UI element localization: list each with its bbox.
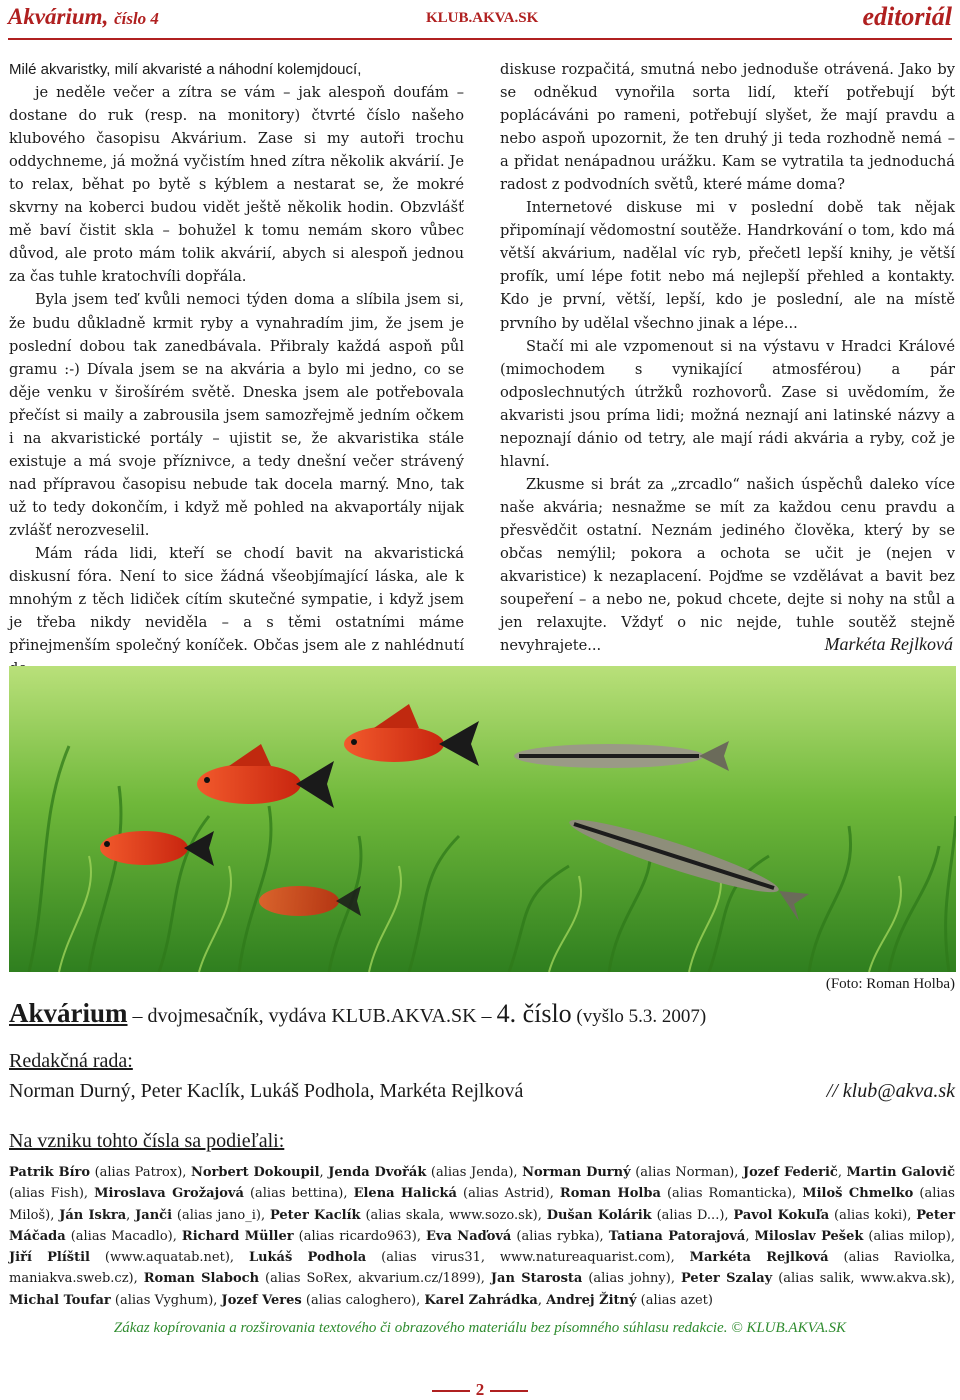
editorial-paragraph: Internetové diskuse mi v poslední době tak nějak připomínají vědomostní soutěže. Handrkování o tom, kdo má větší akvárium, nadělal víc ryb, přečetl lepší knihy, je větší profík, umí lépe fotit nebo má nejlepší přehled a kontakty. Kdo je první, větší, lepší, kdo je poslední, ale na místě prvního by udělal všechno jinak a lépe... (500, 199, 955, 332)
contributor-name: Peter Szalay (680, 1271, 773, 1287)
editorial-greeting: Milé akvaristky, milí akvaristé a náhodní kolemjdoucí, (9, 61, 362, 78)
fish-illustration (9, 666, 956, 972)
page-number-value: 2 (475, 1380, 485, 1399)
contributor-name: Jenda Dvořák (328, 1165, 427, 1180)
contributor-name: Peter Máčada (9, 1207, 956, 1244)
contributors-list: Patrik Bíro (alias Patrox), Norbert Dokoupil, Jenda Dvořák (alias Jenda), Norman Durný (alias Norman), Jozef Federič, Martin Galovič (alias Fish), Miroslava Grožajová (alias bettina), Elena Halická (alias Astrid), Roman Holba (alias Romanticka), Miloš Chmelko (alias Miloš), Ján Iskra, Janči (alias jano_i), Peter Kaclík (alias skala, www.sozo.sk), Dušan Kolárik (alias D...), Pavol Kokuľa (alias koki), Peter Máčada (alias Macadlo), Richard Müller (alias ricardo963), Eva Naďová (alias rybka), Tatiana Patorajová, Miloslav Pešek (alias milop), Jiří Plíštil (www.aquatab.net), Lukáš Podhola (alias virus31, www.natureaquarist.com), Markéta Rejlková (alias Raviolka, maniakva.sweb.cz), Roman Slaboch (alias SoRex, akvarium.cz/1899), Jan Starosta (alias johny), Peter Szalay (alias salik, www.akva.sk), Michal Toufar (alias Vyghum), Jozef Veres (alias caloghero), Karel Zahrádka, Andrej Žitný (alias azet) (9, 1165, 956, 1308)
contributor-name: Norman Durný (522, 1165, 631, 1180)
contributor-name: Elena Halická (353, 1186, 457, 1202)
photo-credit: (Foto: Roman Holba) (825, 976, 955, 992)
contributor-name: Martin Galovič (846, 1165, 956, 1180)
author-signature: Markéta Rejlková (824, 634, 953, 654)
contributor-name: Norbert Dokoupil (190, 1165, 320, 1180)
contributor-alias: (alias Jenda) (430, 1165, 514, 1180)
contributor-name: Markéta Rejlková (689, 1250, 829, 1266)
page-number-rule (432, 1390, 470, 1392)
editorial-board-members: Norman Durný, Peter Kaclík, Lukáš Podhola, Markéta Rejlková (9, 1080, 524, 1102)
magazine-name: Akvárium, (8, 4, 109, 29)
contributor-alias: (alias azet) (640, 1292, 713, 1308)
contributor-name: Miloslav Pešek (754, 1228, 864, 1244)
contributor-alias: (alias Vyghum) (114, 1292, 214, 1308)
contributor-alias: (alias jano_i) (176, 1207, 261, 1223)
contributor-alias: (alias caloghero) (305, 1292, 417, 1308)
contributor-name: Michal Toufar (9, 1292, 111, 1308)
contributor-name: Miroslava Grožajová (94, 1186, 244, 1202)
editorial-board-label: Redakčná rada: (9, 1050, 133, 1072)
contributor-name: Janči (135, 1207, 173, 1223)
editorial-paragraph: diskuse rozpačitá, smutná nebo jednoduše otrávená. Jako by se odněkud vynořila sorta lidí, kteří potřebují být poplácáváni po rameni, potřebují slyšet, že mají pravdu a nebo aspoň upozornit, že ten druhý ji teda rozhodně nemá – a přidat nenápadnou urážku. Kam se vytratila ta jednoduchá radost z podvodních světů, které máme doma? (500, 61, 955, 194)
contributor-name: Tatiana Patorajová (608, 1228, 746, 1244)
editorial-right-column (500, 58, 955, 657)
contributor-alias: (alias Romanticka) (666, 1186, 792, 1202)
editorial-paragraph: Byla jsem teď kvůli nemoci týden doma a slíbila jsem si, že budu důkladně krmit ryby a vynahradím jim, že jsem je poslední dobou tak zanedbávala. Přibraly každá aspoň půl gramu :-) Dívala jsem se na akvária a bylo mi jedno, co se děje venku v širošírém světě. Dneska jsem ale potřebovala přečíst si maily a zabrousila jsem samozřejmě jedním očkem i na akvaristické portály – ujistit se, že akvaristika stále existuje a má svoje příznivce, a tedy dnešní večer strávený nad přípravou časopisu nebude tak docela marný. Mno, tak už to tedy dokončím, i když mě pohled na akvaportály nijak zvlášť nerozveselil. (9, 291, 464, 539)
contributor-name: Roman Slaboch (143, 1271, 260, 1287)
contributor-alias: (alias Macadlo) (70, 1228, 173, 1244)
contributor-alias: (alias Fish) (9, 1186, 84, 1202)
contributor-name: Patrik Bíro (9, 1165, 91, 1180)
aquarium-photo (9, 666, 956, 972)
contributor-alias: (alias johny) (588, 1271, 671, 1287)
editorial-left-column (9, 58, 464, 680)
contributor-alias: (alias Miloš) (9, 1186, 955, 1223)
contributor-name: Pavol Kokuľa (733, 1207, 830, 1223)
contributor-name: Peter Kaclík (269, 1207, 361, 1223)
contributor-name: Roman Holba (559, 1186, 661, 1202)
contributor-name: Andrej Žitný (546, 1292, 637, 1308)
editorial-paragraph: Mám ráda lidi, kteří se chodí bavit na akvaristická diskusní fóra. Není to sice žádná všeobjímající láska, ale k mnohým z těch lidiček cítím skutečné sympatie, i když jsem je třeba nikdy neviděla – a s těmi ostatními máme přinejmenším společný koníček. Občas jsem ale z nahlédnutí (9, 544, 464, 655)
contributor-name: Jozef Veres (221, 1292, 302, 1308)
editorial-paragraph: Stačí mi ale vzpomenout si na výstavu v Hradci Králové (mimochodem s vynikající atmosférou) a pár odposlechnutých útržků rozhovorů. Zase si uvědomím, že akvaristi jsou príma lidi; možná neznají ani latinské názvy a nepoznají dánio od tetry, ale mají rádi akvária a ryby, což je hlavní. (500, 337, 955, 470)
masthead-issue-number: 4. číslo (496, 999, 572, 1028)
contributor-name: Ján Iskra (59, 1207, 127, 1223)
contributor-name: Jan Starosta (490, 1271, 583, 1287)
contributor-alias: (alias salik, www.akva.sk) (778, 1271, 951, 1287)
masthead-tagline: – dvojmesačník, vydáva KLUB.AKVA.SK – (127, 1005, 497, 1027)
contact-email: // klub@akva.sk (826, 1080, 955, 1102)
masthead-date: (vyšlo 5.3. 2007) (571, 1006, 707, 1027)
contributor-alias: (alias bettina) (249, 1186, 344, 1202)
contributor-name: Jiří Plíštil (9, 1250, 90, 1266)
contributor-alias: (alias Patrox) (94, 1165, 183, 1180)
contributor-alias: (alias Norman) (635, 1165, 735, 1180)
contributor-alias: (alias virus31, www.natureaquarist.com) (381, 1250, 671, 1266)
contributors-label: Na vzniku tohto čísla sa podieľali: (9, 1130, 285, 1152)
masthead (9, 998, 706, 1029)
photo-background (9, 666, 956, 972)
contributor-name: Jozef Federič (742, 1165, 838, 1180)
section-title: editoriál (862, 2, 952, 31)
page-header (8, 2, 952, 40)
masthead-brand: Akvárium (9, 998, 128, 1028)
contributor-alias: (alias SoRex, akvarium.cz/1899) (265, 1271, 481, 1287)
contributor-alias: (alias skala, www.sozo.sk) (365, 1207, 538, 1223)
contributor-name: Karel Zahrádka (424, 1292, 538, 1308)
contributor-alias: (alias Raviolka, maniakva.sweb.cz) (9, 1250, 956, 1287)
contributor-name: Eva Naďová (426, 1228, 512, 1244)
site-name: KLUB.AKVA.SK (426, 10, 539, 26)
contributor-name: Miloš Chmelko (802, 1186, 914, 1202)
contributor-alias: (alias ricardo963) (298, 1228, 417, 1244)
contributor-alias: (alias koki) (834, 1207, 908, 1223)
contributor-alias: (www.aquatab.net) (104, 1250, 230, 1266)
page-number-rule (490, 1390, 528, 1392)
editorial-paragraph: je neděle večer a zítra se vám – jak alespoň doufám – dostane do ruk (resp. na monitory) čtvrté číslo našeho klubového časopisu Akvárium. Zase si my autoři trochu oddychneme, já možná vyčistím hned zítra několik akvárií. Je to relax, běhat po bytě s kýblem a nestarat se, že mokré skvrny na koberci budou vidět ještě několik hodin. Obzvlášť mě baví čistit skla – bohužel k tomu nemám skoro vůbec důvod, ale proto mám tolik akvárií, abych si alespoň jednou za čas tuhle kratochvíli dopřála. (9, 84, 464, 286)
contributor-alias: (alias rybka) (516, 1228, 600, 1244)
contributor-alias: (alias milop) (868, 1228, 951, 1244)
magazine-title (8, 4, 159, 30)
copyright-notice: Zákaz kopírovania a rozširovania textového či obrazového materiálu bez písomného súhlasu redakcie. © KLUB.AKVA.SK (113, 1320, 847, 1336)
page-number (0, 1380, 960, 1400)
contributor-name: Dušan Kolárik (546, 1207, 652, 1223)
contributor-name: Richard Müller (181, 1228, 294, 1244)
contributor-alias: (alias Astrid) (463, 1186, 550, 1202)
issue-label: číslo 4 (114, 9, 159, 28)
contributor-name: Lukáš Podhola (248, 1250, 367, 1266)
contributor-alias: (alias D...) (656, 1207, 725, 1223)
editorial-paragraph: Zkusme si brát za „zrcadlo“ našich úspěchů daleko více naše akvária; nesnažme se mít za každou cenu pravdu a přesvědčit ostatní. Neznám jediného člověka, který by se občas nemýlil; pokora a ochota se učit je (nejen v akvaristice) k nezaplacení. Pojďme se vzdělávat a bavit bez soupeření – a nebo ne, pokud chcete, dejte si nohy na stůl a jen relaxujte. Vždyť o nic nejde, tuhle soutěž stejně nevyhrajete... (500, 475, 955, 655)
